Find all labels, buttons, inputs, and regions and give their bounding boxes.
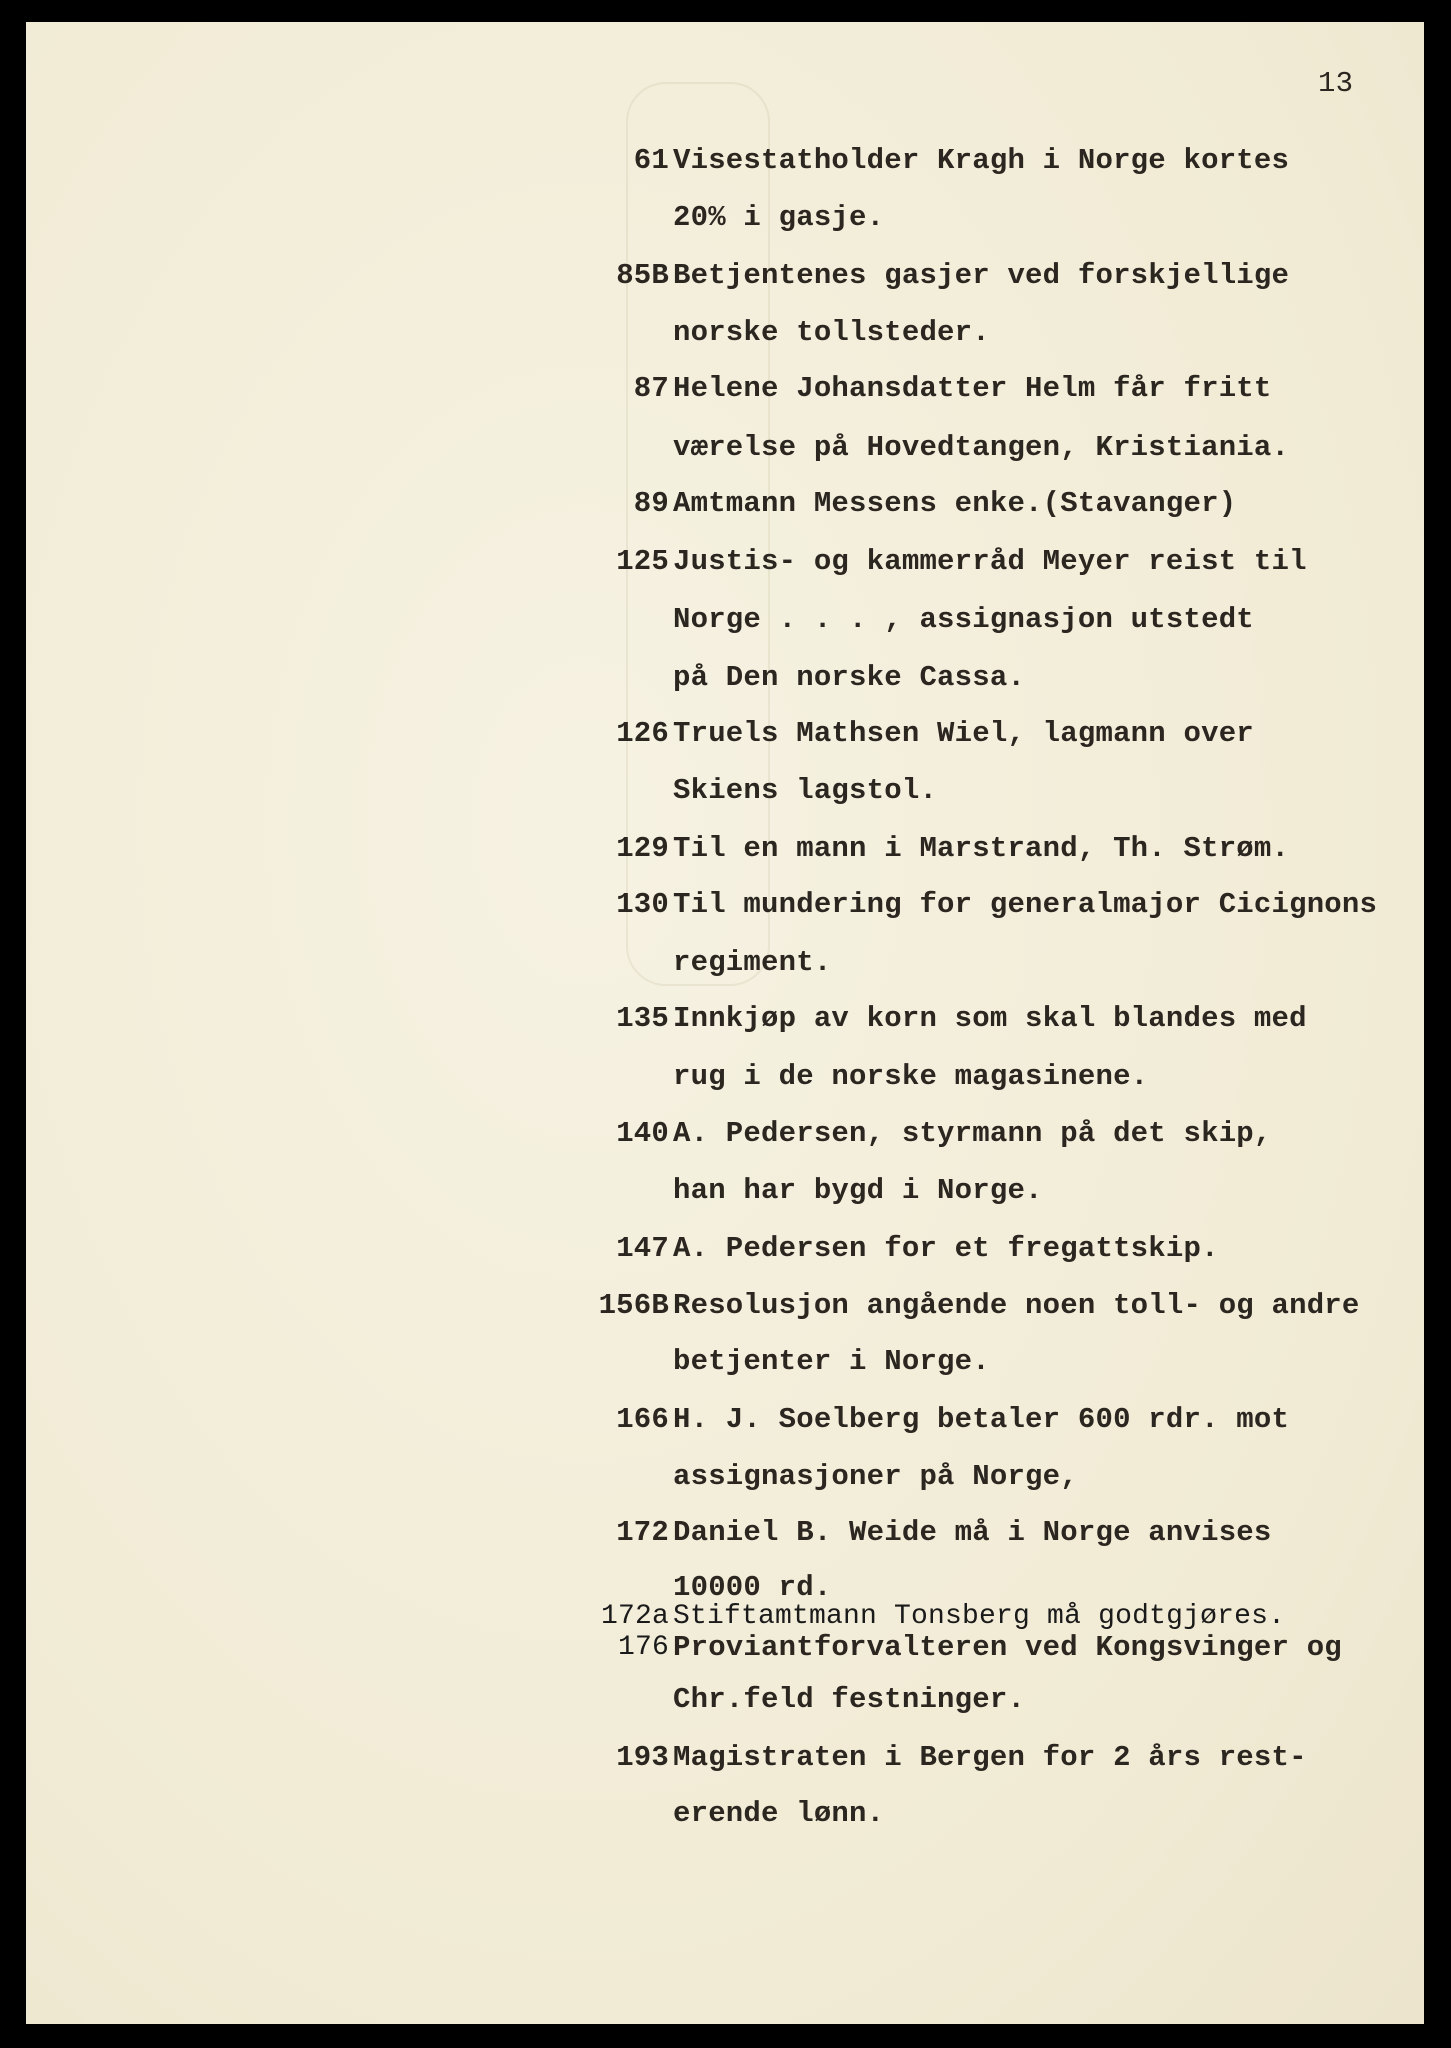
entry-text: A. Pedersen for et fregattskip. xyxy=(673,1232,1219,1265)
entry-number: 156B xyxy=(598,1289,669,1322)
entry-text: Magistraten i Bergen for 2 års rest- xyxy=(673,1741,1307,1774)
entry-number: 147 xyxy=(616,1232,669,1265)
entry-number: 129 xyxy=(616,832,669,865)
entry-number: 140 xyxy=(616,1117,669,1150)
entry-text: Daniel B. Weide må i Norge anvises xyxy=(673,1516,1272,1549)
entry-text: Amtmann Messens enke.(Stavanger) xyxy=(673,487,1237,520)
entry-text: Skiens lagstol. xyxy=(673,774,938,807)
entry-number: 135 xyxy=(616,1002,669,1035)
entry-text: rug i de norske magasinene. xyxy=(673,1060,1149,1093)
entry-number: 176 xyxy=(617,1632,669,1663)
page-number: 13 xyxy=(1318,67,1354,100)
entry-text: Stiftamtmann Tonsberg må godtgjøres. xyxy=(673,1601,1286,1632)
entry-text: betjenter i Norge. xyxy=(673,1345,990,1378)
entry-number: 87 xyxy=(633,372,669,405)
entry-number: 126 xyxy=(616,717,669,750)
entry-text: A. Pedersen, styrmann på det skip, xyxy=(673,1117,1272,1150)
entry-text: Innkjøp av korn som skal blandes med xyxy=(673,1002,1307,1035)
entry-text: værelse på Hovedtangen, Kristiania. xyxy=(673,431,1290,464)
entry-text: H. J. Soelberg betaler 600 rdr. mot xyxy=(673,1403,1290,1436)
entry-text: Justis- og kammerråd Meyer reist til xyxy=(673,545,1307,578)
entry-text: 20% i gasje. xyxy=(673,201,885,234)
entry-number: 193 xyxy=(616,1741,669,1774)
entry-text: Proviantforvalteren ved Kongsvinger og xyxy=(673,1631,1342,1664)
entry-text: Truels Mathsen Wiel, lagmann over xyxy=(673,717,1254,750)
entry-number: 166 xyxy=(616,1403,669,1436)
entry-text: han har bygd i Norge. xyxy=(673,1174,1043,1207)
entry-number: 172a xyxy=(600,1601,669,1632)
entry-text: erende lønn. xyxy=(673,1797,885,1830)
entry-number: 125 xyxy=(616,545,669,578)
entry-number: 89 xyxy=(633,487,669,520)
entry-number: 61 xyxy=(633,144,669,177)
entry-text: Norge . . . , assignasjon utstedt xyxy=(673,603,1254,636)
entry-number: 172 xyxy=(616,1516,669,1549)
entry-text: norske tollsteder. xyxy=(673,316,990,349)
entry-text: 10000 rd. xyxy=(673,1571,832,1604)
entry-text: assignasjoner på Norge, xyxy=(673,1460,1078,1493)
entry-text: Til mundering for generalmajor Cicignons xyxy=(673,888,1378,921)
entry-text: Til en mann i Marstrand, Th. Strøm. xyxy=(673,832,1290,865)
entry-text: Visestatholder Kragh i Norge kortes xyxy=(673,144,1290,177)
entry-text: Chr.feld festninger. xyxy=(673,1683,1026,1716)
entry-text: på Den norske Cassa. xyxy=(673,661,1026,694)
entry-text: regiment. xyxy=(673,946,832,979)
entry-text: Betjentenes gasjer ved forskjellige xyxy=(673,259,1290,292)
entry-number: 130 xyxy=(616,888,669,921)
entry-text: Helene Johansdatter Helm får fritt xyxy=(673,372,1272,405)
entry-number: 85B xyxy=(616,259,669,292)
entry-text: Resolusjon angående noen toll- og andre xyxy=(673,1289,1360,1322)
